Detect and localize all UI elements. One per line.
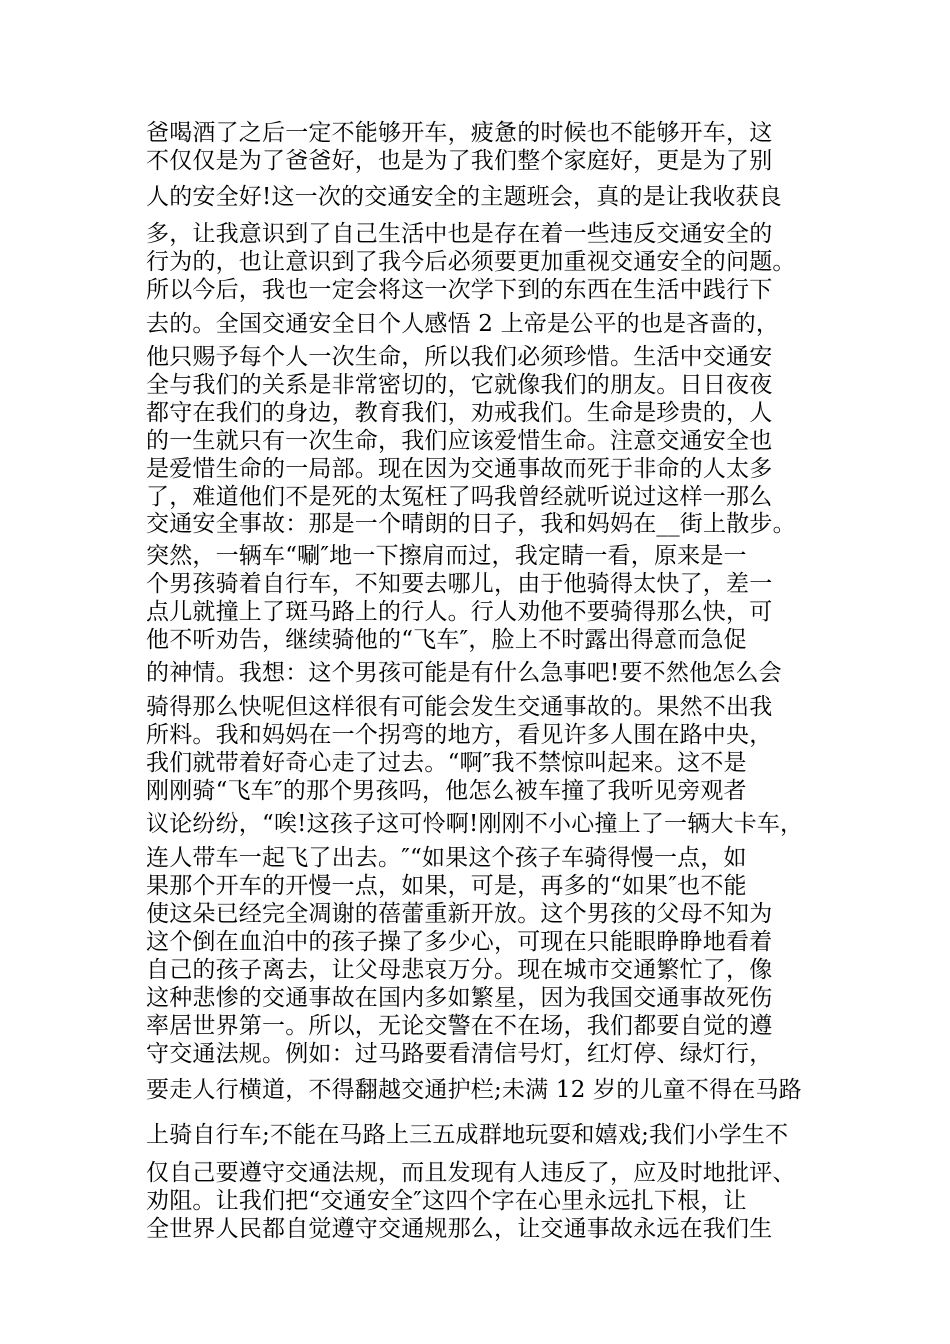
text-line: 都守在我们的身边，教育我们，劝戒我们。生命是珍贵的，人 <box>146 400 773 426</box>
text-line: 连人带车一起飞了出去。″“如果这个孩子车骑得慢一点，如 <box>146 845 747 871</box>
text-line: 突然，一辆车“唰″地一下擦肩而过，我定睛一看，原来是一 <box>146 543 747 569</box>
text-line: 是爱惜生命的一局部。现在因为交通事故而死于非命的人太多 <box>146 456 773 482</box>
text-line: 这种悲惨的交通事故在国内多如繁星，因为我国交通事故死伤 <box>146 985 773 1011</box>
text-line: 全与我们的关系是非常密切的，它就像我们的朋友。日日夜夜 <box>146 372 773 398</box>
text-line: 自己的孩子离去，让父母悲哀万分。现在城市交通繁忙了，像 <box>146 957 773 983</box>
text-line: 个男孩骑着自行车，不知要去哪儿，由于他骑得太快了，差一 <box>146 571 773 597</box>
text-line: 全世界人民都自觉遵守交通规那么，让交通事故永远在我们生 <box>146 1216 773 1242</box>
text-line: 他不听劝告，继续骑他的“飞车″，脸上不时露出得意而急促 <box>146 627 747 653</box>
text-line: 爸喝酒了之后一定不能够开车，疲惫的时候也不能够开车，这 <box>146 120 773 146</box>
text-line: 果那个开车的开慢一点，如果，可是，再多的“如果″也不能 <box>146 873 747 899</box>
text-line: 不仅仅是为了爸爸好，也是为了我们整个家庭好，更是为了别 <box>146 148 773 174</box>
text-line: 行为的，也让意识到了我今后必须要更加重视交通安全的问题。 <box>146 249 796 275</box>
text-line: 仅自己要遵守交通法规，而且发现有人违反了，应及时地批评、 <box>146 1160 796 1186</box>
text-line: 刚刚骑“飞车″的那个男孩吗，他怎么被车撞了我听见旁观者 <box>146 778 747 804</box>
text-line: 多，让我意识到了自己生活中也是存在着一些违反交通安全的 <box>146 221 773 247</box>
text-line: 的一生就只有一次生命，我们应该爱惜生命。注意交通安全也 <box>146 428 773 454</box>
text-line: 去的。全国交通安全日个人感悟 2 上帝是公平的也是吝啬的， <box>146 311 780 337</box>
text-line: 点儿就撞上了斑马路上的行人。行人劝他不要骑得那么快，可 <box>146 599 773 625</box>
text-line: 率居世界第一。所以，无论交警在不在场，我们都要自觉的遵 <box>146 1013 773 1039</box>
text-line: 骑得那么快呢但这样很有可能会发生交通事故的。果然不出我 <box>146 694 773 720</box>
text-line: 劝阻。让我们把“交通安全″这四个字在心里永远扎下根，让 <box>146 1188 747 1214</box>
text-line: 要走人行横道，不得翻越交通护栏;未满 12 岁的儿童不得在马路 <box>146 1077 802 1103</box>
text-line: 这个倒在血泊中的孩子操了多少心，可现在只能眼睁睁地看着 <box>146 929 773 955</box>
text-line: 了，难道他们不是死的太冤枉了吗我曾经就听说过这样一那么 <box>146 484 773 510</box>
text-line: 他只赐予每个人一次生命，所以我们必须珍惜。生活中交通安 <box>146 344 773 370</box>
text-line: 所料。我和妈妈在一个拐弯的地方，看见许多人围在路中央， <box>146 722 773 748</box>
text-line: 议论纷纷，“唉!这孩子这可怜啊!刚刚不小心撞上了一辆大卡车， <box>146 811 804 837</box>
text-line: 的神情。我想：这个男孩可能是有什么急事吧!要不然他怎么会 <box>146 660 782 686</box>
text-line: 使这朵已经完全凋谢的蓓蕾重新开放。这个男孩的父母不知为 <box>146 901 773 927</box>
text-line: 守交通法规。例如：过马路要看清信号灯，红灯停、绿灯行， <box>146 1041 773 1067</box>
text-line: 人的安全好!这一次的交通安全的主题班会，真的是让我收获良 <box>146 184 782 210</box>
text-line: 交通安全事故：那是一个晴朗的日子，我和妈妈在__街上散步。 <box>146 511 796 537</box>
text-line: 我们就带着好奇心走了过去。“啊″我不禁惊叫起来。这不是 <box>146 750 747 776</box>
text-line: 上骑自行车;不能在马路上三五成群地玩耍和嬉戏;我们小学生不 <box>146 1122 789 1148</box>
text-line: 所以今后，我也一定会将这一次学下到的东西在生活中践行下 <box>146 277 773 303</box>
